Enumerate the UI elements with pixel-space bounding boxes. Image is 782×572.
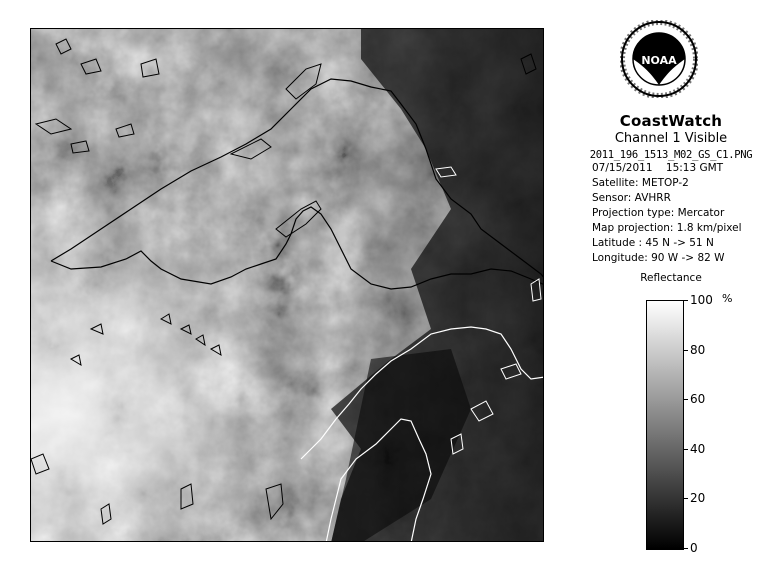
colorbar-tick-mark — [683, 350, 688, 351]
satellite-label: Satellite: METOP-2 — [592, 177, 689, 189]
time-label: 15:13 GMT — [665, 162, 724, 174]
colorbar-tick-label: 40 — [690, 442, 706, 456]
projection-type-label: Projection type: Mercator — [592, 207, 725, 219]
colorbar-tick-label: 80 — [690, 343, 706, 357]
noaa-seal-icon — [620, 20, 698, 98]
sensor-label: Sensor: AVHRR — [592, 192, 671, 204]
colorbar-tick-mark — [683, 399, 688, 400]
satellite-cloud-map — [31, 29, 544, 542]
colorbar-tick-label: 20 — [690, 491, 706, 505]
colorbar-tick-mark — [683, 498, 688, 499]
filename-label: 2011_196_1513_M02_GS_C1.PNG — [589, 149, 753, 161]
brand-title: CoastWatch — [619, 112, 723, 130]
colorbar-tick-label: 0 — [690, 541, 698, 555]
colorbar-title: Reflectance — [640, 272, 702, 284]
channel-label: Channel 1 Visible — [614, 131, 728, 146]
colorbar-tick-label: 100 — [690, 293, 713, 307]
colorbar-tick-mark — [683, 449, 688, 450]
satellite-image — [30, 28, 544, 542]
date-label: 07/15/2011 — [592, 162, 653, 174]
longitude-label: Longitude: 90 W -> 82 W — [592, 252, 725, 264]
colorbar-tick-label: 60 — [690, 392, 706, 406]
colorbar-gradient — [646, 300, 684, 550]
noaa-logo — [620, 20, 698, 98]
latitude-label: Latitude : 45 N -> 51 N — [592, 237, 714, 249]
map-projection-label: Map projection: 1.8 km/pixel — [592, 222, 742, 234]
noaa-logo-text: NOAA — [641, 54, 677, 67]
colorbar-tick-mark — [683, 548, 688, 549]
colorbar-unit: % — [722, 292, 733, 305]
colorbar — [646, 293, 713, 555]
date-time — [592, 161, 782, 176]
colorbar-tick-mark — [683, 300, 688, 301]
info-panel — [560, 112, 782, 284]
